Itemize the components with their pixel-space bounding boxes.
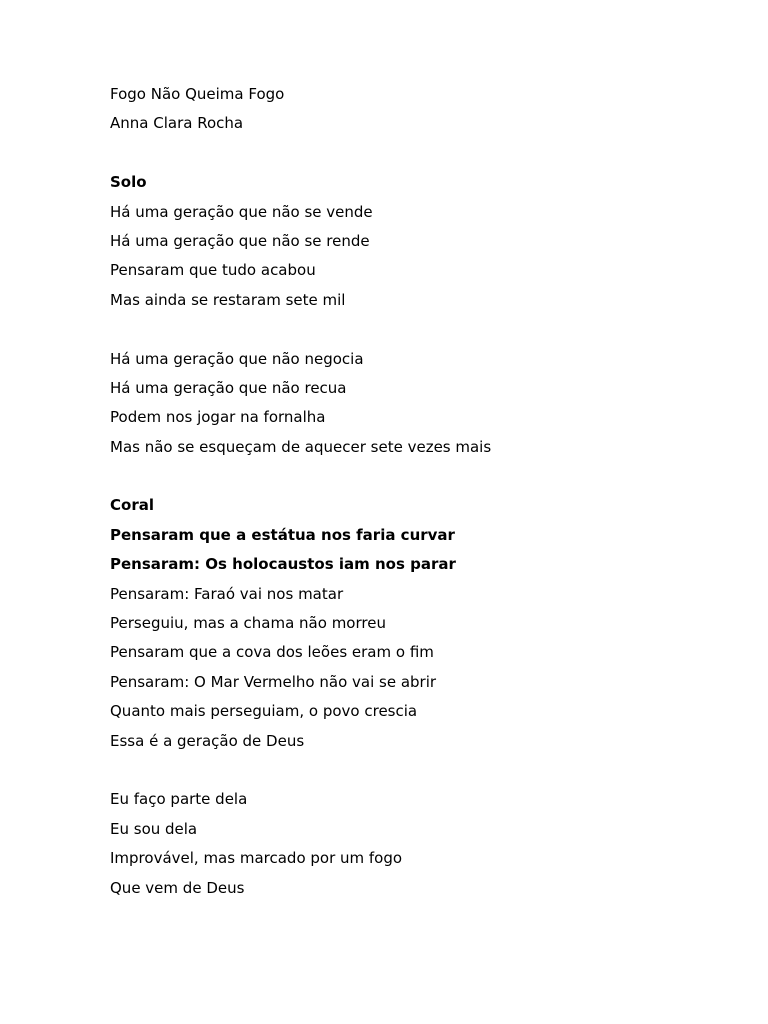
lyric-line: Há uma geração que não negocia (110, 349, 364, 368)
lyric-line: Pensaram: Faraó vai nos matar (110, 584, 344, 603)
song-artist: Anna Clara Rocha (110, 114, 244, 133)
song-title: Fogo Não Queima Fogo (110, 85, 285, 103)
lyric-line: Pensaram que tudo acabou (110, 261, 316, 280)
lyric-line-bold: Pensaram: Os holocaustos iam nos parar (110, 555, 456, 574)
lyric-line-bold: Pensaram que a estátua nos faria curvar (110, 525, 455, 544)
lyric-line: Perseguiu, mas a chama não morreu (110, 614, 386, 633)
blank-line (110, 756, 730, 785)
blank-line (110, 139, 730, 168)
blank-line (110, 315, 730, 344)
lyric-line: Eu sou dela (110, 819, 198, 838)
blank-line (110, 462, 730, 491)
lyric-line: Mas ainda se restaram sete mil (110, 290, 346, 309)
lyric-line: Eu faço parte dela (110, 790, 248, 809)
lyric-line: Pensaram: O Mar Vermelho não vai se abrir (110, 672, 437, 691)
lyric-line: Improvável, mas marcado por um fogo (110, 849, 403, 868)
lyrics-document (110, 80, 730, 903)
coral-heading: Coral (110, 496, 154, 515)
lyric-line: Podem nos jogar na fornalha (110, 408, 326, 427)
lyric-line: Há uma geração que não se vende (110, 202, 373, 221)
lyric-line: Essa é a geração de Deus (110, 731, 305, 750)
lyric-line: Há uma geração que não se rende (110, 231, 370, 250)
lyric-line: Que vem de Deus (110, 878, 245, 897)
lyric-line: Quanto mais perseguiam, o povo crescia (110, 702, 418, 721)
lyric-line: Há uma geração que não recua (110, 378, 347, 397)
lyric-line: Pensaram que a cova dos leões eram o fim (110, 643, 434, 662)
solo-heading: Solo (110, 173, 147, 192)
lyric-line: Mas não se esqueçam de aquecer sete vezes mais (110, 437, 492, 456)
